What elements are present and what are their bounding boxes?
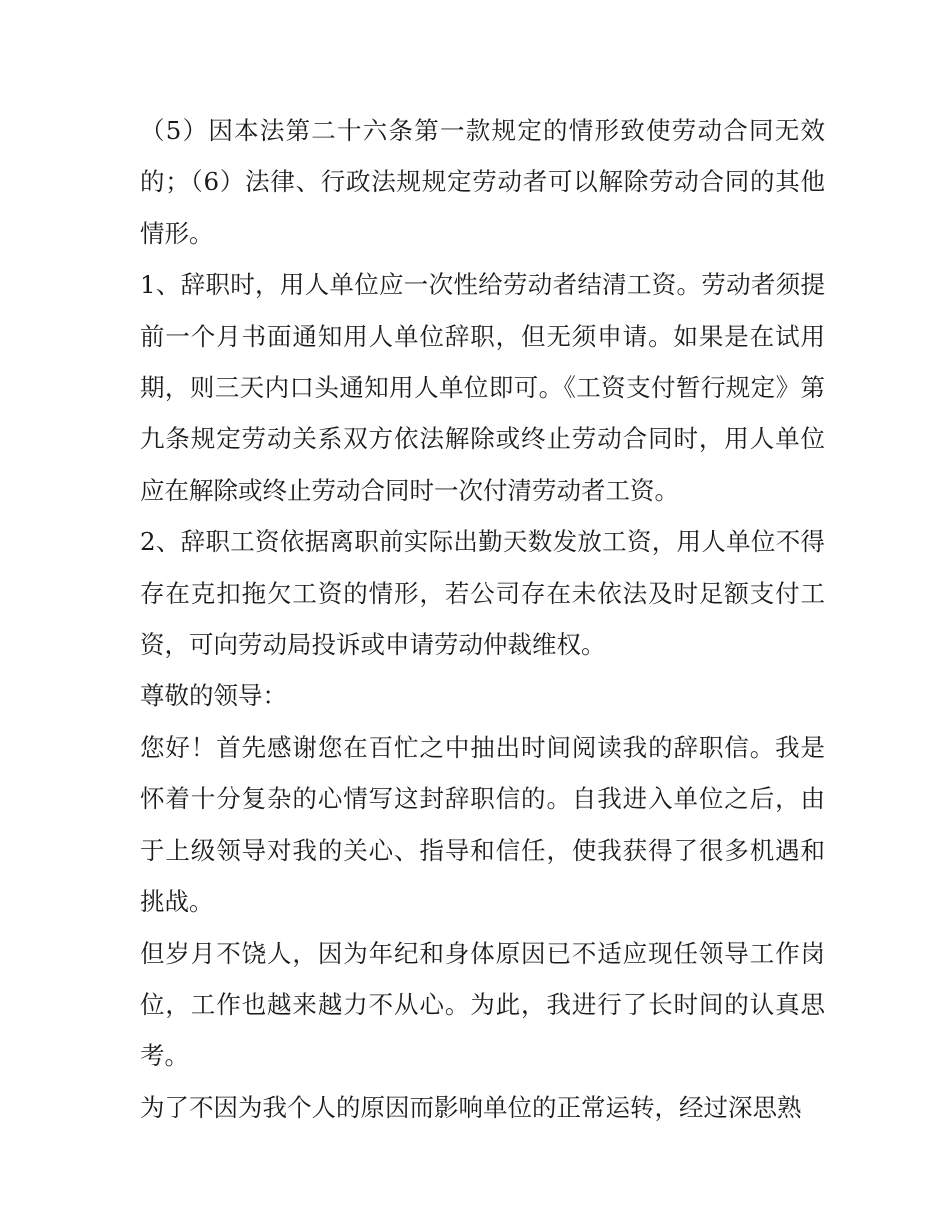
- paragraph-labor-law-clauses: （5）因本法第二十六条第一款规定的情形致使劳动合同无效的；（6）法律、行政法规规定劳动者可以解除劳动合同的其他情形。: [140, 116, 825, 248]
- paragraph-resignation-wages: 2、辞职工资依据离职前实际出勤天数发放工资，用人单位不得存在克扣拖欠工资的情形，若公司存在未依法及时足额支付工资，可向劳动局投诉或申请劳动仲裁维权。: [140, 527, 825, 660]
- letter-paragraph-decision: 为了不因为我个人的原因而影响单位的正常运转，经过深思熟: [140, 1092, 802, 1122]
- letter-paragraph-reason: 但岁月不饶人，因为年纪和身体原因已不适应现任领导工作岗位，工作也越来越力不从心。为此，我进行了长时间的认真思考。: [140, 938, 825, 1071]
- document-body: [140, 105, 825, 1133]
- paragraph-resignation-settlement: 1、辞职时，用人单位应一次性给劳动者结清工资。劳动者须提前一个月书面通知用人单位辞职，但无须申请。如果是在试用期，则三天内口头通知用人单位即可。《工资支付暂行规定》第九条规定劳动关系双方依法解除或终止劳动合同时，用人单位应在解除或终止劳动合同时一次付清劳动者工资。: [140, 270, 825, 505]
- letter-paragraph-greeting: 您好！首先感谢您在百忙之中抽出时间阅读我的辞职信。我是怀着十分复杂的心情写这封辞职信的。自我进入单位之后，由于上级领导对我的关心、指导和信任，使我获得了很多机遇和挑战。: [140, 732, 825, 917]
- letter-salutation: 尊敬的领导：: [140, 681, 287, 711]
